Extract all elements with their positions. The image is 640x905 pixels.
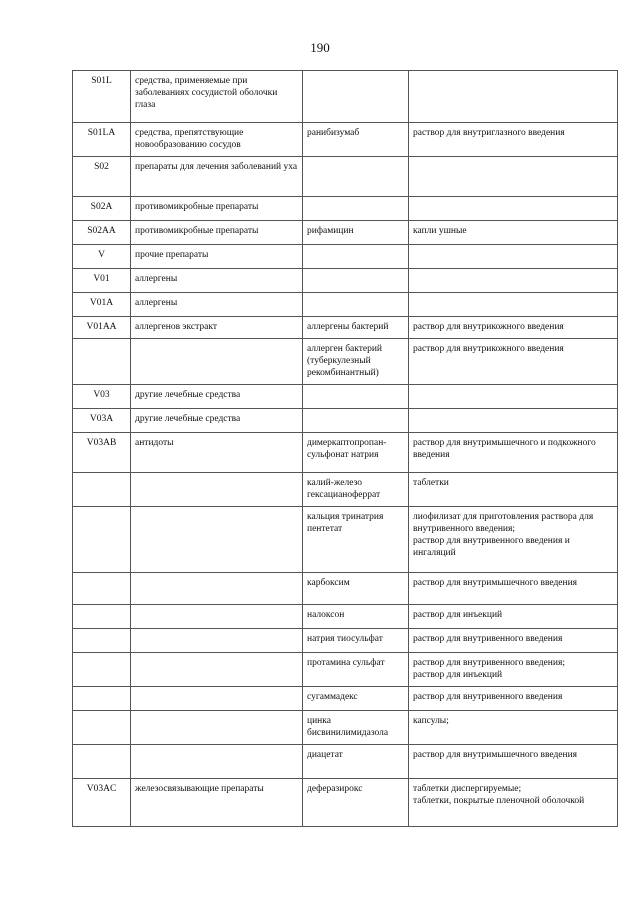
atc-code-cell: S02AA [73,221,131,245]
drug-name-cell [303,409,409,433]
drug-name-cell [303,197,409,221]
atc-code-cell [73,629,131,653]
atc-code-cell [73,711,131,745]
group-name-cell [131,573,303,605]
dosage-form-cell [409,197,618,221]
group-name-cell: антидоты [131,433,303,473]
group-name-cell: препараты для лечения заболеваний уха [131,157,303,197]
table-row [73,473,618,507]
drug-name-cell: протамина сульфат [303,653,409,687]
drug-name-cell: деферазирокс [303,779,409,827]
group-name-cell: противомикробные препараты [131,221,303,245]
atc-code-cell: S01L [73,71,131,123]
atc-code-cell: S01LA [73,123,131,157]
group-name-cell: аллергенов экстракт [131,317,303,339]
drug-name-cell: сугаммадекс [303,687,409,711]
drug-name-cell: калий-железо гексацианоферрат [303,473,409,507]
drug-name-cell: аллергены бактерий [303,317,409,339]
atc-code-cell: V [73,245,131,269]
atc-code-cell [73,507,131,573]
group-name-cell: прочие препараты [131,245,303,269]
group-name-cell: средства, применяемые при заболеваниях сосудистой оболочки глаза [131,71,303,123]
atc-code-cell: V03AC [73,779,131,827]
drug-table [72,70,618,827]
table-row [73,605,618,629]
atc-code-cell [73,473,131,507]
drug-name-cell: диацетат [303,745,409,779]
dosage-form-cell: раствор для внутривенного введения [409,687,618,711]
dosage-form-cell: раствор для внутримышечного и подкожного введения [409,433,618,473]
dosage-form-cell: таблетки [409,473,618,507]
drug-name-cell: аллерген бактерий (туберкулезный рекомбинантный) [303,339,409,385]
table-row [73,339,618,385]
group-name-cell [131,339,303,385]
drug-name-cell: рифамицин [303,221,409,245]
group-name-cell: другие лечебные средства [131,409,303,433]
table-row [73,293,618,317]
atc-code-cell: S02 [73,157,131,197]
dosage-form-cell [409,71,618,123]
atc-code-cell: S02A [73,197,131,221]
atc-code-cell [73,687,131,711]
drug-name-cell [303,269,409,293]
table-row [73,317,618,339]
drug-name-cell [303,385,409,409]
table-row [73,221,618,245]
table-row [73,197,618,221]
dosage-form-cell [409,293,618,317]
dosage-form-cell: лиофилизат для приготовления раствора для внутривенного введения; раствор для внутривенного введения и ингаляций [409,507,618,573]
table-row [73,409,618,433]
drug-name-cell: ранибизумаб [303,123,409,157]
dosage-form-cell: капли ушные [409,221,618,245]
table-row [73,433,618,473]
atc-code-cell [73,339,131,385]
atc-code-cell [73,653,131,687]
drug-name-cell: карбоксим [303,573,409,605]
atc-code-cell [73,605,131,629]
group-name-cell: средства, препятствующие новообразованию сосудов [131,123,303,157]
atc-code-cell: V03A [73,409,131,433]
table-row [73,779,618,827]
table-row [73,573,618,605]
dosage-form-cell: раствор для внутрикожного введения [409,339,618,385]
drug-name-cell: натрия тиосульфат [303,629,409,653]
dosage-form-cell: раствор для внутримышечного введения [409,573,618,605]
table-row [73,269,618,293]
group-name-cell [131,629,303,653]
group-name-cell: другие лечебные средства [131,385,303,409]
table-row [73,745,618,779]
dosage-form-cell [409,409,618,433]
atc-code-cell: V03AB [73,433,131,473]
group-name-cell [131,711,303,745]
atc-code-cell: V01AA [73,317,131,339]
group-name-cell [131,653,303,687]
dosage-form-cell [409,245,618,269]
table-row [73,711,618,745]
group-name-cell: аллергены [131,293,303,317]
atc-code-cell: V01A [73,293,131,317]
group-name-cell [131,507,303,573]
table-row [73,653,618,687]
page-number: 190 [310,40,330,55]
table-row [73,71,618,123]
dosage-form-cell: раствор для внутрикожного введения [409,317,618,339]
table-row [73,123,618,157]
dosage-form-cell: раствор для внутриглазного введения [409,123,618,157]
table-row [73,507,618,573]
drug-name-cell: цинка бисвинилимидазола [303,711,409,745]
dosage-form-cell: раствор для внутривенного введения; раствор для инъекций [409,653,618,687]
group-name-cell [131,473,303,507]
drug-name-cell [303,245,409,269]
table-row [73,687,618,711]
dosage-form-cell: раствор для внутримышечного введения [409,745,618,779]
group-name-cell [131,687,303,711]
dosage-form-cell: раствор для внутривенного введения [409,629,618,653]
atc-code-cell [73,745,131,779]
atc-code-cell: V01 [73,269,131,293]
dosage-form-cell [409,269,618,293]
drug-name-cell [303,71,409,123]
drug-name-cell [303,293,409,317]
drug-name-cell: налоксон [303,605,409,629]
drug-name-cell: кальция тринатрия пентетат [303,507,409,573]
drug-name-cell [303,157,409,197]
group-name-cell: аллергены [131,269,303,293]
dosage-form-cell: раствор для инъекций [409,605,618,629]
group-name-cell: железосвязывающие препараты [131,779,303,827]
table-row [73,157,618,197]
dosage-form-cell: капсулы; [409,711,618,745]
table-body [73,71,618,827]
group-name-cell: противомикробные препараты [131,197,303,221]
table-row [73,629,618,653]
dosage-form-cell: таблетки диспергируемые; таблетки, покрытые пленочной оболочкой [409,779,618,827]
table-row [73,245,618,269]
dosage-form-cell [409,157,618,197]
drug-name-cell: димеркаптопропан-сульфонат натрия [303,433,409,473]
dosage-form-cell [409,385,618,409]
atc-code-cell: V03 [73,385,131,409]
group-name-cell [131,745,303,779]
atc-code-cell [73,573,131,605]
table-row [73,385,618,409]
group-name-cell [131,605,303,629]
